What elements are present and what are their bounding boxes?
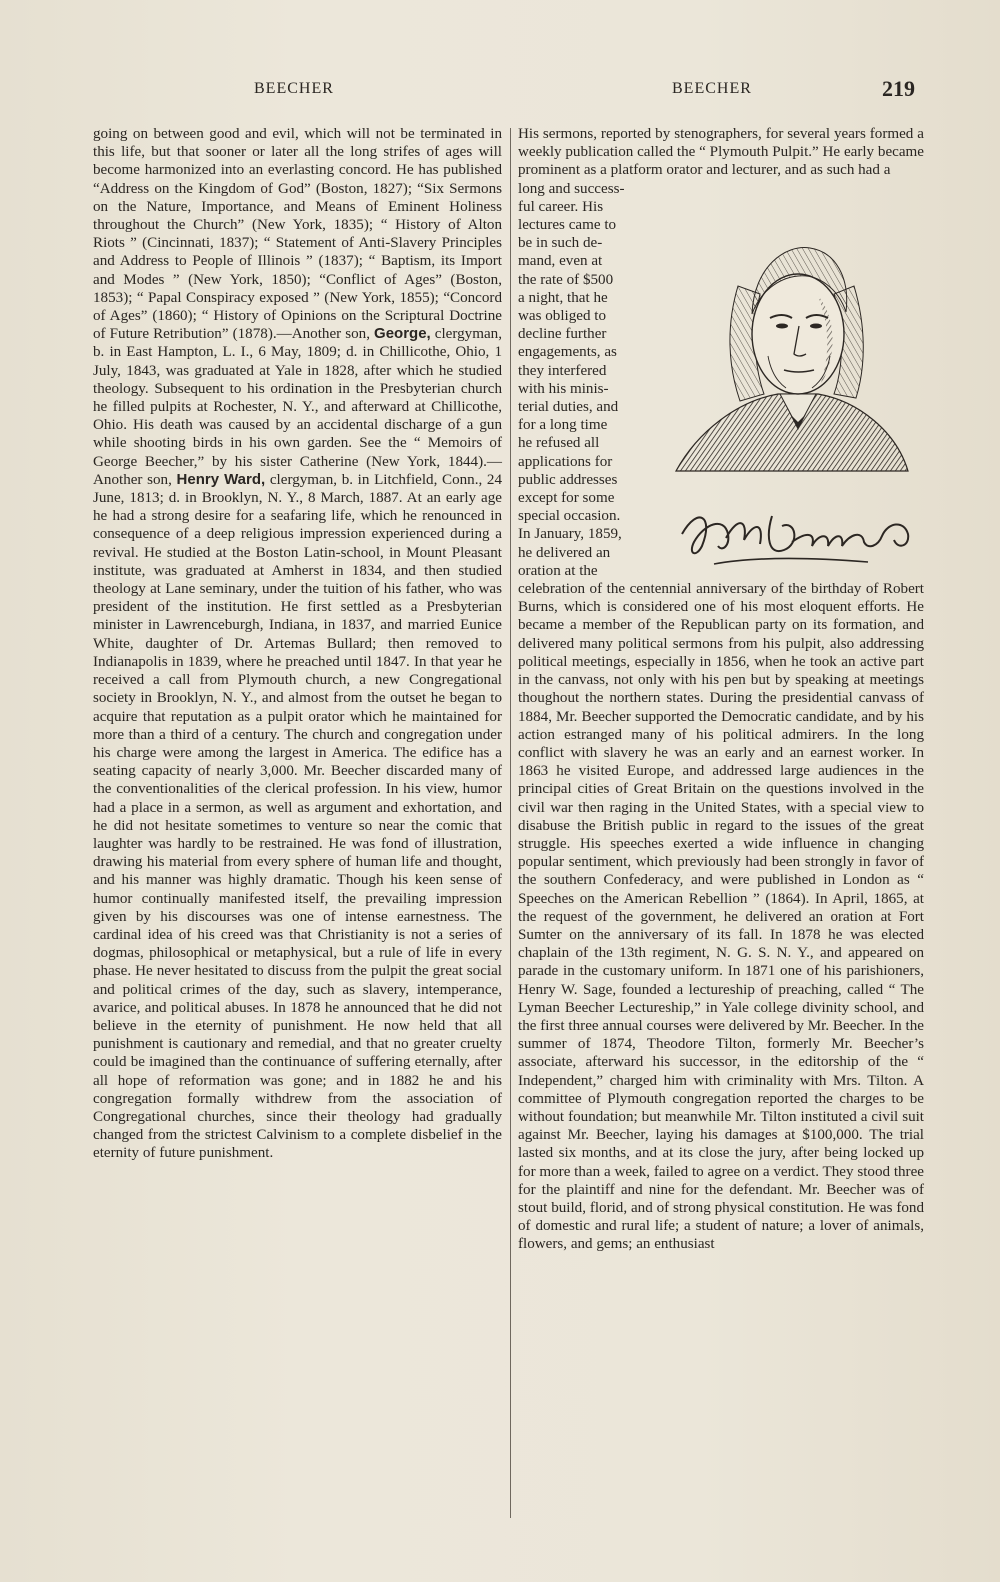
narrow-line: except for some (518, 490, 615, 507)
narrow-line: oration at the (518, 562, 598, 579)
narrow-line: applications for (518, 453, 613, 470)
narrow-line: they interfered (518, 362, 607, 379)
running-header (0, 76, 1000, 110)
left-column (93, 125, 502, 1163)
narrow-line: for a long time (518, 417, 608, 434)
narrow-line: long and success- (518, 180, 625, 197)
text-paragraph: clergyman, b. in Litchfield, Conn., 24 June, 1813; d. in Brooklyn, N. Y., 8 March, 1887. At an early age he had a strong desire for a seafaring life, which he renounced in consequence of a deep religious impression experienced during a revival. He studied at the Boston Latin-school, in Mount Pleasant institute, was graduated at Amherst in 1834, and then studied theology at Lane seminary, under the tuition of his father, who was president of the institution. He first settled as a Presbyterian minister in Lawrenceburgh, Indiana, in 1837, and married Eunice White, daughter of Dr. Artemas Bullard; then removed to Indianapolis in 1839, where he preached until 1847. In that year he received a call from Plymouth church, a new Congregational society in Brooklyn, N. Y., and almost from the outset he began to acquire that reputation as a pulpit orator which he maintained for more than a third of a century. The church and congregation under his charge were among the largest in America. The edifice has a seating capacity of nearly 3,000. Mr. Beecher discarded many of the conventionalities of the clerical profession. In his view, humor had a place in a sermon, as well as argument and exhortation, and he did not hesitate sometimes to venture so near the comic that laughter was hardly to be restrained. He was fond of illustration, drawing his material from every sphere of human life and thought, and his manner was highly dramatic. Though his keen sense of humor continually manifested itself, the prevailing impression given by his discourses was one of intense earnestness. The cardinal idea of his creed was that Christianity is not a series of dogmas, philosophical or metaphysical, but a rule of life in every phase. He never hesitated to discuss from the pulpit the great social and political crimes of the day, such as slavery, intemperance, avarice, and political abuses. In 1878 he announced that he did not believe in the eternity of punishment. He now held that all punishment is cautionary and remedial, and that no greater cruelty could be imagined than the continuance of suffering eternally, after all hope of reformation was gone; and in 1882 he and his congregation formally withdrew from the association of Congregational churches, since their theology had gradually changed from the strictest Calvinism to a complete disbelief in the eternity of future punishment. (93, 471, 502, 1162)
header-left-title: BEECHER (254, 80, 334, 97)
right-main-text: celebration of the centennial anniversary of the birthday of Robert Burns, which is considered one of his most eloquent efforts. He became a member of the Republican party on its formation, and delivered many political sermons from his pulpit, also addressing political meetings, especially in 1856, when he took an active part in the canvass, not only with his pen but by speaking at meetings thoughout the northern states. During the presidential canvass of 1884, Mr. Beecher supported the Democratic candidate, and by his action estranged many of his political admirers. In the long conflict with slavery he was an early and an earnest worker. In 1863 he visited Europe, and addressed large audiences in the principal cities of Great Britain on the questions involved in the civil war then raging in the United States, with a special view to disabuse the British public in regard to the issues of the great struggle. His speeches exerted a wide influence in changing popular sentiment, which previously had been strongly in favor of the southern Confederacy, and were published in London as “ Speeches on the American Rebellion ” (1864). In April, 1865, at the request of the government, he delivered an oration at Fort Sumter on the anniversary of its fall. In 1878 he was elected chaplain of the 13th regiment, N. G. S. N. Y., and appeared on parade in the customary uniform. In 1871 one of his parishioners, Henry W. Sage, founded a lectureship of preaching, called “ The Lyman Beecher Lectureship,” in Yale college divinity school, and the first three annual courses were delivered by Mr. Beecher. In the summer of 1874, Theodore Tilton, formerly Mr. Beecher’s associate, afterward his successor, in the editorship of the “ Independent,” charged him with criminality with Mrs. Tilton. A committee of Plymouth congregation reported the charges to be without foundation; but meanwhile Mr. Tilton instituted a civil suit against Mr. Beecher, laying his damages at $100,000. The trial lasted six months, and at its close the jury, after being locked up for more than a week, failed to agree on a verdict. They stood three for the plaintiff and nine for the defendant. Mr. Beecher was of stout build, florid, and of strong physical constitution. He was fond of domestic and rural life; a student of nature; a lover of animals, flowers, and gems; an enthusiast (518, 581, 924, 1253)
portrait-image (668, 216, 924, 581)
text-paragraph: going on between good and evil, which will not be terminated in this life, but that sooner or later all the long strifes of ages will become harmonized into an everlasting concord. He has published “Address on the Kingdom of God” (Boston, 1827); “Six Sermons on the Nature, Importance, and Means of Eminent Holiness throughout the Church” (New York, 1835); “ History of Alton Riots ” (Cincinnati, 1837); “ Statement of Anti-Slavery Principles and Address to People of Illinois ” (1837); “ Baptism, its Import and Modes ” (New York, 1850); “Conflict of Ages” (Boston, 1853); “ Papal Conspiracy exposed ” (New York, 1855); “Concord of Ages” (1860); “ History of Opinions on the Scriptural Doctrine of Future Retribution” (1878).—Another son, (93, 126, 502, 343)
narrow-line: decline further (518, 326, 607, 343)
right-intro-text: His sermons, reported by stenographers, for several years formed a weekly publication called the “ Plymouth Pulpit.” He early became prominent as a platform orator and lecturer, and as such had a (518, 126, 924, 179)
narrow-line: be in such de- (518, 235, 603, 252)
left-column-text (93, 125, 502, 1163)
narrow-line: terial duties, and (518, 399, 619, 416)
narrow-line: he delivered an (518, 544, 611, 561)
narrow-line: he refused all (518, 435, 600, 452)
narrow-line: the rate of $500 (518, 271, 614, 288)
narrow-line: public addresses (518, 471, 618, 488)
narrow-line: special occasion. (518, 508, 621, 525)
signature (682, 516, 908, 564)
name-henry-ward: Henry Ward, (176, 470, 266, 488)
narrow-line: with his minis- (518, 380, 609, 397)
narrow-line: a night, that he (518, 289, 608, 306)
header-right-title: BEECHER (672, 80, 752, 97)
narrow-line: mand, even at (518, 253, 603, 270)
text-paragraph: clergyman, b. in East Hampton, L. I., 6 May, 1809; d. in Chillicothe, Ohio, 1 July, 1843, was graduated at Yale in 1828, after which he studied theology. Subsequent to his ordination in the Presbyterian church he filled pulpits at Rochester, N. Y., and afterward at Chillicothe, Ohio. His death was caused by an accidental discharge of a gun while shooting birds in his own garden. See the “ Memoirs of George Beecher,” by his sister Catherine (New York, 1844).—Another son, (93, 326, 502, 488)
narrow-line: was obliged to (518, 308, 607, 325)
narrow-text-block (518, 180, 645, 580)
page-number: 219 (882, 76, 915, 101)
narrow-line: lectures came to (518, 217, 617, 234)
narrow-line: engagements, as (518, 344, 617, 361)
narrow-line: ful career. His (518, 198, 604, 215)
column-divider (510, 128, 511, 1518)
portrait-engraving (668, 216, 924, 581)
narrow-line: In January, 1859, (518, 526, 622, 543)
name-george: George, (374, 325, 431, 343)
